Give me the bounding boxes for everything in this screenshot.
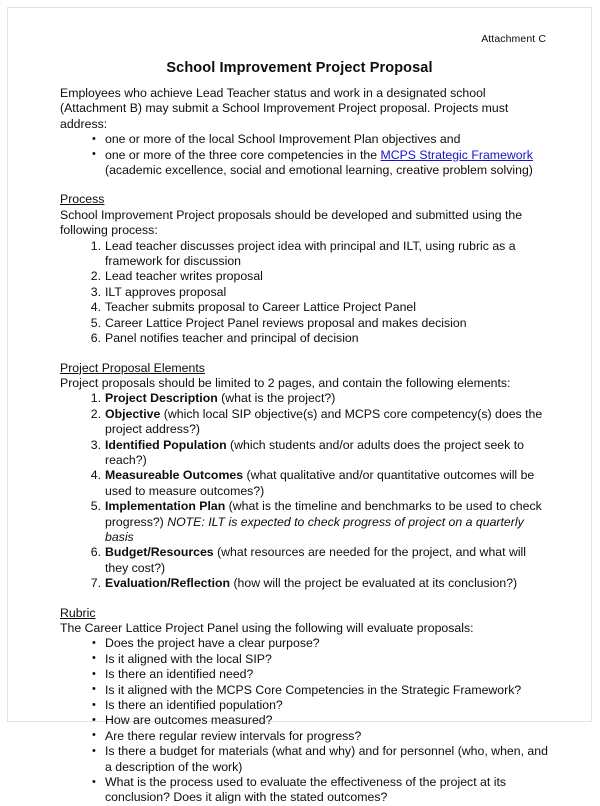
criterion-text: Is there an identified population?: [105, 698, 283, 713]
list-item: [60, 269, 550, 284]
section-rubric: [60, 606, 550, 806]
list-item: [60, 468, 550, 499]
list-item: [60, 391, 550, 406]
section-lead-text: The Career Lattice Project Panel using the following will evaluate proposals:: [60, 621, 474, 635]
mcps-strategic-framework-link[interactable]: MCPS Strategic Framework: [380, 147, 533, 162]
list-item: [60, 576, 550, 591]
attachment-label: Attachment C: [481, 33, 546, 45]
proposal-element-list: [60, 391, 550, 591]
element-label: Implementation Plan: [105, 499, 226, 514]
step-text: Teacher submits proposal to Career Lattice Project Panel: [105, 300, 416, 315]
element-text: (what is the project?): [217, 391, 336, 406]
criterion-text: Does the project have a clear purpose?: [105, 636, 320, 651]
criterion-text: Is there an identified need?: [105, 667, 254, 682]
list-item: [60, 331, 550, 346]
list-item: [60, 775, 550, 806]
step-text: Lead teacher discusses project idea with principal and ILT, using rubric as a framework for discussion: [105, 238, 516, 269]
document-body: [60, 86, 550, 806]
list-item: [60, 713, 550, 728]
process-step-list: [60, 239, 550, 347]
intro-section: [60, 86, 550, 178]
section-lead-text: School Improvement Project proposals should be developed and submitted using the following process:: [60, 207, 523, 238]
step-text: Lead teacher writes proposal: [105, 269, 263, 284]
list-item: [60, 698, 550, 713]
bullet-text: one or more of the local School Improvement Plan objectives and: [105, 132, 461, 147]
list-item: [60, 667, 550, 682]
criterion-text: What is the process used to evaluate the effectiveness of the project at its conclusion? Does it align with the stated outcomes?: [105, 775, 507, 805]
step-text: Career Lattice Project Panel reviews proposal and makes decision: [105, 315, 467, 330]
list-item: [60, 285, 550, 300]
element-label: Measureable Outcomes: [105, 468, 244, 483]
element-text: (how will the project be evaluated at its conclusion?): [230, 576, 518, 591]
step-text: ILT approves proposal: [105, 284, 227, 299]
list-item: [60, 636, 550, 651]
intro-paragraph: Employees who achieve Lead Teacher status and work in a designated school (Attachment B) may submit a School Improvement Project proposal. Projects must address:: [60, 86, 509, 131]
element-label: Budget/Resources: [105, 545, 214, 560]
element-label: Objective: [105, 406, 161, 421]
section-heading: Project Proposal Elements: [60, 360, 205, 375]
section-heading: Rubric: [60, 605, 96, 620]
document-page: [7, 7, 592, 805]
list-item: [60, 683, 550, 698]
list-item: [60, 148, 550, 179]
list-item: [60, 300, 550, 315]
bullet-text: one or more of the three core competencies in the: [105, 147, 381, 162]
section-lead-text: Project proposals should be limited to 2 pages, and contain the following elements:: [60, 375, 511, 390]
criterion-text: Are there regular review intervals for progress?: [105, 728, 362, 743]
list-item: [60, 239, 550, 270]
element-text: (what qualitative and/or quantitative outcomes will be used to measure outcomes?): [105, 468, 535, 498]
list-item: [60, 407, 550, 438]
list-item: [60, 438, 550, 469]
criterion-text: Is it aligned with the local SIP?: [105, 651, 272, 666]
list-item: [60, 316, 550, 331]
section-project-proposal-elements: [60, 361, 550, 592]
element-label: Evaluation/Reflection: [105, 576, 231, 591]
section-process: [60, 192, 550, 346]
element-text: (what resources are needed for the project, and what will they cost?): [105, 545, 527, 575]
criterion-text: Is there a budget for materials (what and why) and for personnel (who, when, and a description of the work): [105, 744, 548, 774]
intro-bullet-list: [60, 132, 550, 178]
list-item: [60, 545, 550, 576]
criterion-text: How are outcomes measured?: [105, 713, 273, 728]
list-item: [60, 744, 550, 775]
criterion-text: Is it aligned with the MCPS Core Competencies in the Strategic Framework?: [105, 682, 522, 697]
rubric-criteria-list: [60, 636, 550, 805]
page-title: School Improvement Project Proposal: [166, 60, 433, 76]
list-item: [60, 499, 550, 545]
list-item: [60, 132, 550, 147]
list-item: [60, 729, 550, 744]
element-text: (what is the timeline and benchmarks to be used to check progress?): [105, 499, 542, 529]
section-heading: Process: [60, 192, 105, 207]
bullet-text-continued: (academic excellence, social and emotional learning, creative problem solving): [105, 163, 533, 178]
step-text: Panel notifies teacher and principal of decision: [105, 331, 359, 346]
element-label: Identified Population: [105, 437, 227, 452]
element-note: NOTE: ILT is expected to check progress of project on a quarterly basis: [105, 514, 524, 544]
element-label: Project Description: [105, 391, 218, 406]
element-text: (which students and/or adults does the project seek to reach?): [105, 437, 524, 467]
element-text: (which local SIP objective(s) and MCPS core competency(s) does the project address?): [105, 406, 543, 437]
list-item: [60, 652, 550, 667]
